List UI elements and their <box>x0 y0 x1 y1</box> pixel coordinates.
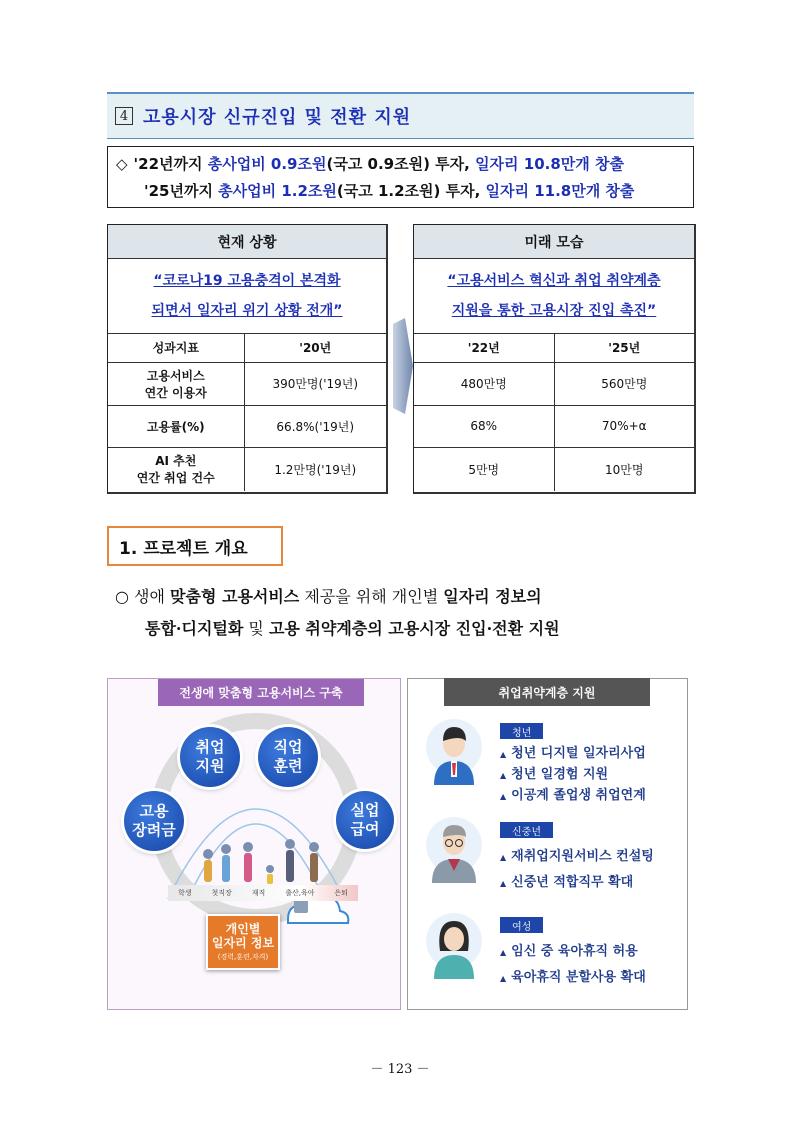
value-cell: 480만명 <box>414 362 554 405</box>
people-icon <box>203 839 319 884</box>
vulnerable-groups-illustration <box>407 678 688 1010</box>
section-number: 4 <box>115 107 133 125</box>
summary-line-2 <box>116 178 685 205</box>
panel-header: 현재 상황 <box>108 225 386 259</box>
table-row <box>108 447 386 491</box>
group-tag-youth: 청년 <box>500 723 543 739</box>
table-row <box>108 362 386 405</box>
value-cell: 70%+α <box>554 405 694 447</box>
column-header: '22년 <box>414 334 554 362</box>
summary-jobs: 일자리 10.8만개 창출 <box>475 155 624 173</box>
summary-mid: (국고 0.9조원) 투자, <box>326 155 476 173</box>
summary-mid: (국고 1.2조원) 투자, <box>336 182 486 200</box>
list-item: ▲ 이공계 졸업생 취업연계 <box>500 788 646 803</box>
summary-line-1 <box>116 151 685 178</box>
indicator-cell: 고용률(%) <box>108 405 244 447</box>
section-title: 고용시장 신규진입 및 전환 지원 <box>143 107 412 128</box>
summary-budget: 총사업비 1.2조원 <box>218 182 337 200</box>
quote-line: 되면서 일자리 위기 상황 전개” <box>151 303 343 319</box>
illustration-tag: 취업취약계층 지원 <box>444 678 650 706</box>
quote-line: 지원을 통한 고용시장 진입 촉진” <box>451 303 657 319</box>
list-item: ▲ 청년 일경험 지원 <box>500 767 609 782</box>
list-item: ▲ 신중년 적합직무 확대 <box>500 875 634 890</box>
value-cell: 66.8%('19년) <box>244 405 386 447</box>
future-outlook-panel <box>413 224 696 494</box>
bubble-vocational-training: 직업 훈련 <box>258 727 318 787</box>
bubble-job-support: 취업 지원 <box>180 727 240 787</box>
value-cell: 390만명('19년) <box>244 362 386 405</box>
current-status-panel <box>107 224 388 494</box>
summary-jobs: 일자리 11.8만개 창출 <box>485 182 635 200</box>
bubble-employment-subsidy: 고용 장려금 <box>124 791 184 851</box>
indicator-cell: 고용서비스 연간 이용자 <box>108 362 244 405</box>
column-header: '20년 <box>244 334 386 362</box>
summary-prefix: '22년까지 <box>133 155 208 173</box>
column-header: '25년 <box>554 334 694 362</box>
future-table <box>414 334 694 491</box>
page-number: － 123 － <box>370 1062 430 1077</box>
project-description <box>115 581 700 645</box>
group-tag-middle-aged: 신중년 <box>500 822 553 838</box>
table-row <box>414 447 694 491</box>
list-item: ▲ 육아휴직 분할사용 확대 <box>500 970 646 985</box>
summary-prefix: '25년까지 <box>144 182 219 200</box>
woman-icon <box>424 911 484 979</box>
current-table <box>108 334 386 491</box>
value-cell: 68% <box>414 405 554 447</box>
description-line-2: 통합·디지털화 및 고용 취약계층의 고용시장 진입·전환 지원 <box>145 619 560 638</box>
young-man-icon <box>424 717 484 785</box>
table-header-row <box>108 334 386 362</box>
lifecycle-stages-bar: 학생 첫직장 재직 출산,육아 은퇴 <box>168 885 358 901</box>
middle-aged-man-icon <box>424 815 484 883</box>
section-header <box>107 92 694 139</box>
table-header-row <box>414 334 694 362</box>
column-header: 성과지표 <box>108 334 244 362</box>
quote-line: “코로나19 고용충격이 본격화 <box>153 273 341 289</box>
panel-quote <box>108 259 386 334</box>
indicator-cell: AI 추천 연간 취업 건수 <box>136 454 215 486</box>
summary-budget: 총사업비 0.9조원 <box>207 155 327 173</box>
group-tag-women: 여성 <box>500 917 543 933</box>
panel-header: 미래 모습 <box>414 225 694 259</box>
list-item: ▲ 재취업지원서비스 컨설팅 <box>500 849 654 864</box>
personal-job-info-box: 개인별 일자리 정보 (경력,훈련,자격) <box>206 914 280 970</box>
summary-box <box>107 146 694 208</box>
description-line-1: ○ 생애 맞춤형 고용서비스 제공을 위해 개인별 일자리 정보의 <box>115 587 542 606</box>
value-cell: 1.2만명('19년) <box>244 447 386 491</box>
table-row <box>414 405 694 447</box>
value-cell: 10만명 <box>554 447 694 491</box>
illustration-tag: 전생애 맞춤형 고용서비스 구축 <box>158 678 364 706</box>
bubble-unemployment-benefit: 실업 급여 <box>336 791 394 849</box>
lifecycle-service-illustration <box>107 678 401 1010</box>
table-row <box>414 362 694 405</box>
value-cell: 560만명 <box>554 362 694 405</box>
quote-line: “고용서비스 혁신과 취업 취약계층 <box>447 273 661 289</box>
list-item: ▲ 임신 중 육아휴직 허용 <box>500 944 638 959</box>
project-title: 1. 프로젝트 개요 <box>107 526 283 566</box>
diamond-icon: ◇ <box>116 155 128 173</box>
value-cell: 5만명 <box>468 462 500 477</box>
arrow-right-icon <box>393 318 413 414</box>
panel-quote <box>414 259 694 334</box>
list-item: ▲ 청년 디지털 일자리사업 <box>500 746 646 761</box>
table-row <box>108 405 386 447</box>
